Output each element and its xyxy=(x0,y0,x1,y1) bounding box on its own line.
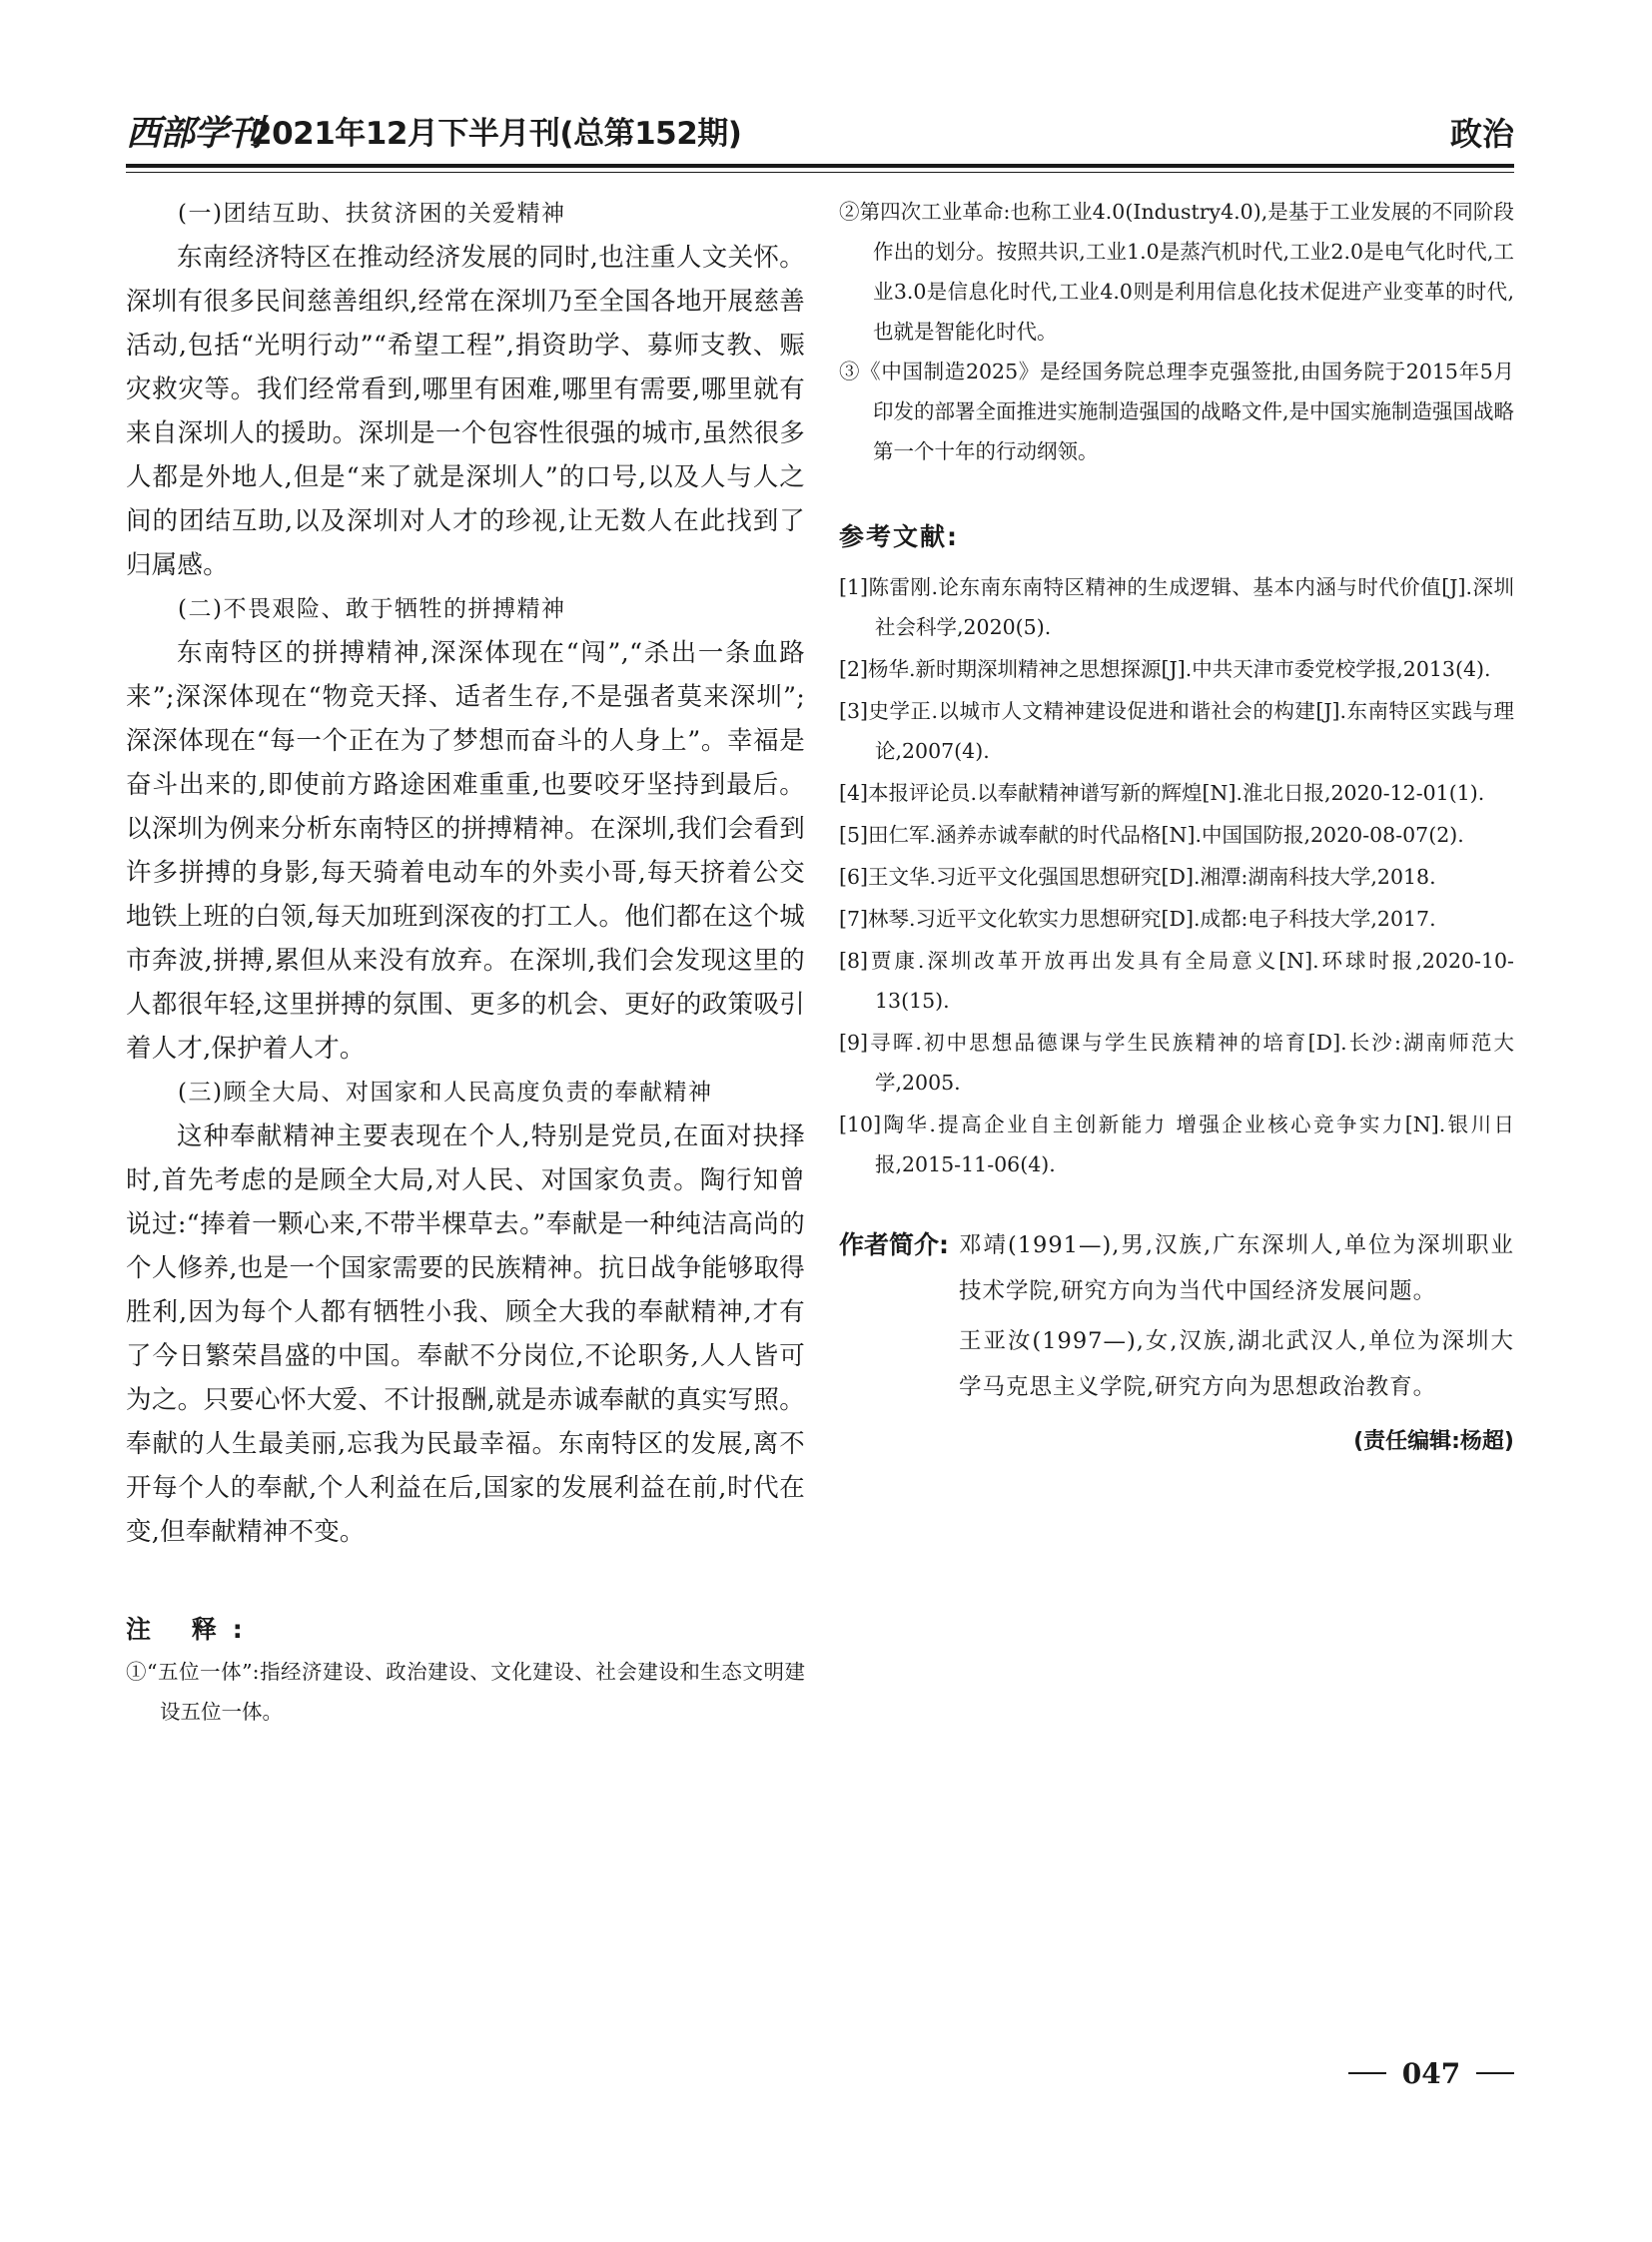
references-title: 参考文献: xyxy=(839,522,959,551)
note-item: ①“五位一体”:指经济建设、政治建设、文化建设、社会建设和生态文明建设五位一体。 xyxy=(126,1660,805,1724)
body-paragraph: 东南经济特区在推动经济发展的同时,也注重人文关怀。深圳有很多民间慈善组织,经常在深圳乃至全国各地开展慈善活动,包括“光明行动”“希望工程”,捐资助学、募师支教、赈灾救灾等。我们经常看到,哪里有困难,哪里有需要,哪里就有来自深圳人的援助。深圳是一个包容性很强的城市,虽然很多人都是外地人,但是“来了就是深圳人”的口号,以及人与人之间的团结互助,以及深圳对人才的珍视,让无数人在此找到了归属感。 xyxy=(126,243,805,580)
reference-item: [6]王文华.习近平文化强国思想研究[D].湘潭:湖南科技大学,2018. xyxy=(839,865,1436,889)
author-bio-entry: 邓靖(1991—),男,汉族,广东深圳人,单位为深圳职业技术学院,研究方向为当代中国经济发展问题。 xyxy=(959,1232,1514,1304)
page-number-value: 047 xyxy=(1401,2056,1461,2090)
reference-item: [10]陶华.提高企业自主创新能力 增强企业核心竞争实力[N].银川日报,2015-11-06(4). xyxy=(839,1113,1514,1176)
page-header xyxy=(126,112,1514,164)
author-bio-label: 作者简介: xyxy=(839,1230,949,1259)
issue-info: 2021年12月下半月刊(总第152期) xyxy=(251,116,742,152)
section-heading-3: (三)顾全大局、对国家和人民高度负责的奉献精神 xyxy=(178,1080,713,1106)
references-list xyxy=(839,567,1514,1184)
reference-item: [1]陈雷刚.论东南东南特区精神的生成逻辑、基本内涵与时代价值[J].深圳社会科学,2020(5). xyxy=(839,575,1514,639)
reference-item: [2]杨华.新时期深圳精神之思想探源[J].中共天津市委党校学报,2013(4). xyxy=(839,657,1491,681)
page-number-dash-right xyxy=(1476,2072,1514,2074)
page-number xyxy=(1348,2053,1514,2093)
header-rule-thick xyxy=(126,164,1514,168)
reference-item: [5]田仁军.涵养赤诚奉献的时代品格[N].中国国防报,2020-08-07(2). xyxy=(839,823,1464,847)
author-bio xyxy=(839,1222,1514,1410)
reference-item: [9]寻晖.初中思想品德课与学生民族精神的培育[D].长沙:湖南师范大学,2005. xyxy=(839,1031,1514,1095)
body-paragraph: 这种奉献精神主要表现在个人,特别是党员,在面对抉择时,首先考虑的是顾全大局,对人民、对国家负责。陶行知曾说过:“捧着一颗心来,不带半棵草去。”奉献是一种纯洁高尚的个人修养,也是一个国家需要的民族精神。抗日战争能够取得胜利,因为每个人都有牺牲小我、顾全大我的奉献精神,才有了今日繁荣昌盛的中国。奉献不分岗位,不论职务,人人皆可为之。只要心怀大爱、不计报酬,就是赤诚奉献的真实写照。奉献的人生最美丽,忘我为民最幸福。东南特区的发展,离不开每个人的奉献,个人利益在后,国家的发展利益在前,时代在变,但奉献精神不变。 xyxy=(126,1121,805,1547)
notes-title: 注 释: xyxy=(126,1615,259,1644)
reference-item: [8]贾康.深圳改革开放再出发具有全局意义[N].环球时报,2020-10-13(15). xyxy=(839,949,1514,1013)
reference-item: [7]林琴.习近平文化软实力思想研究[D].成都:电子科技大学,2017. xyxy=(839,907,1436,931)
author-bio-entry: 王亚汝(1997—),女,汉族,湖北武汉人,单位为深圳大学马克思主义学院,研究方向为思想政治教育。 xyxy=(959,1328,1514,1400)
section-heading-1: (一)团结互助、扶贫济困的关爱精神 xyxy=(178,201,566,227)
note-item: ③《中国制造2025》是经国务院总理李克强签批,由国务院于2015年5月印发的部署全面推进实施制造强国的战略文件,是中国实施制造强国战略第一个十年的行动纲领。 xyxy=(839,360,1515,463)
left-column xyxy=(126,192,805,1732)
journal-logo: 西部学刊 xyxy=(126,113,263,154)
section-heading-2: (二)不畏艰险、敢于牺牲的拼搏精神 xyxy=(178,596,566,622)
body-paragraph: 东南特区的拼搏精神,深深体现在“闯”,“杀出一条血路来”;深深体现在“物竞天择、适者生存,不是强者莫来深圳”;深深体现在“每一个正在为了梦想而奋斗的人身上”。幸福是奋斗出来的,即使前方路途困难重重,也要咬牙坚持到最后。以深圳为例来分析东南特区的拼搏精神。在深圳,我们会看到许多拼搏的身影,每天骑着电动车的外卖小哥,每天挤着公交地铁上班的白领,每天加班到深夜的打工人。他们都在这个城市奔波,拼搏,累但从来没有放弃。在深圳,我们会发现这里的人都很年轻,这里拼搏的氛围、更多的机会、更好的政策吸引着人才,保护着人才。 xyxy=(126,638,805,1064)
section-label: 政治 xyxy=(1449,115,1514,153)
page-number-dash-left xyxy=(1348,2072,1386,2074)
header-rule-thin xyxy=(126,172,1514,173)
right-column xyxy=(839,192,1514,1462)
reference-item: [4]本报评论员.以奉献精神谱写新的辉煌[N].淮北日报,2020-12-01(1). xyxy=(839,781,1485,805)
note-item: ②第四次工业革命:也称工业4.0(Industry4.0),是基于工业发展的不同阶段作出的划分。按照共识,工业1.0是蒸汽机时代,工业2.0是电气化时代,工业3.0是信息化时代,工业4.0则是利用信息化技术促进产业变革的时代,也就是智能化时代。 xyxy=(839,200,1514,344)
reference-item: [3]史学正.以城市人文精神建设促进和谐社会的构建[J].东南特区实践与理论,2007(4). xyxy=(839,699,1514,763)
responsible-editor: (责任编辑:杨超) xyxy=(1353,1429,1514,1454)
